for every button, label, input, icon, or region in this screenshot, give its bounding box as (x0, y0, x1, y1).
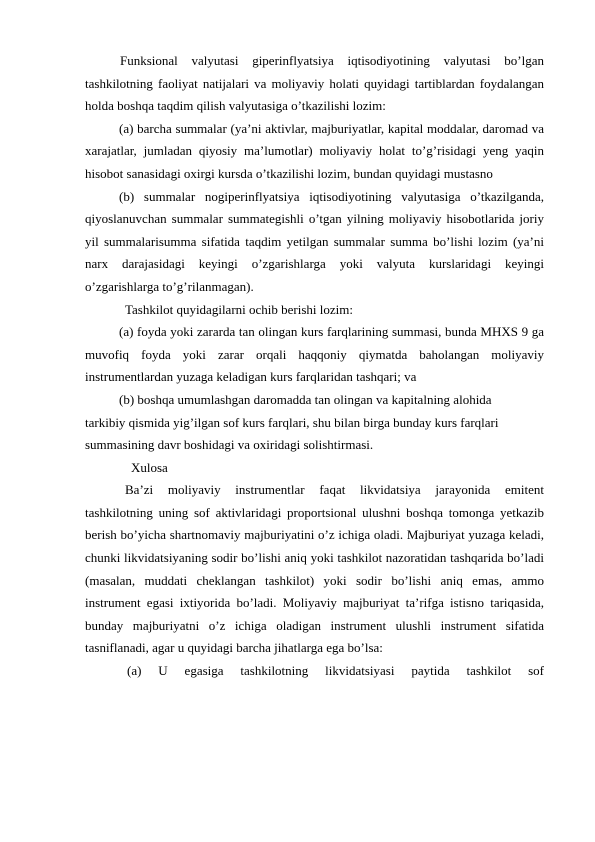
word: U (158, 663, 168, 679)
section-heading-conclusion: Xulosa (131, 459, 168, 475)
paragraph-disclosure-b-line1: (b) boshqa umumlashgan daromadda tan olingan va kapitalning alohida (119, 391, 492, 407)
word: tashkilot (466, 663, 512, 679)
document-page (85, 50, 544, 683)
word: likvidatsiyasi (325, 663, 395, 679)
paragraph-disclosure-intro: Tashkilot quyidagilarni ochib berishi lozim: (125, 301, 353, 317)
paragraph-item-a-rates: (a) barcha summalar (ya’ni aktivlar, majburiyatlar, kapital moddalar, daromad va xarajatlar, jumladan qiyosiy ma’lumotlar) moliyaviy holat to’g’risidagi yeng yaqin hisobot sanasidagi oxirgi kursda o’tkazilishi lozim, bundan quyidagi mustasno (85, 120, 544, 181)
word: paytida (411, 663, 450, 679)
word: (a) (127, 663, 142, 679)
paragraph-disclosure-b-line2: tarkibiy qismida yig’ilgan sof kurs farqlari, shu bilan birga bunday kurs farqlari (85, 414, 499, 430)
word: sof (528, 663, 544, 679)
paragraph-conclusion: Ba’zi moliyaviy instrumentlar faqat likvidatsiya jarayonida emitent tashkilotning uning sof aktivlaridagi proportsional ulushni boshqa tomonga yetkazib berish bo’yicha shartnomaviy majburiyatini o’z ichiga oladi. Majburiyat yuzaga keladi, chunki likvidatsiyaning sodir bo’lishi aniq yoki tashkilot nazoratidan tashqarida bo’ladi (masalan, muddati cheklangan tashkilot) yoki sodir bo’lishi aniq emas, ammo instrument egasi ixtiyorida bo’ladi. Moliyaviy majburiyat ta’rifga istisno tariqasida, bunday majburiyatni o’z ichiga oladigan instrument ulushli instrument sifatida tasniflanadi, agar u quyidagi barcha jihatlarga ega bo’lsa: (85, 482, 544, 656)
paragraph-disclosure-a: (a) foyda yoki zararda tan olingan kurs farqlarining summasi, bunda MHXS 9 ga muvofiq foyda yoki zarar orqali haqqoniy qiymatda baholangan moliyaviy instrumentlardan yuzaga keladigan kurs farqlaridan tashqari; va (85, 324, 544, 385)
paragraph-item-a-partial (85, 660, 544, 683)
paragraph-item-b-amounts: (b) summalar nogiperinflyatsiya iqtisodiyotining valyutasiga o’tkazilganda, qiyoslanuvchan summalar summategishli o’tgan yilning moliyaviy hisobotlarida joriy yil summalarisumma sifatida taqdim yetilgan summalar summa bo’lishi lozim (ya’ni narx darajasidagi keyingi o’zgarishlarga yoki valyuta kurslaridagi keyingi o’zgarishlarga to’g’rilanmagan). (85, 188, 544, 294)
paragraph-disclosure-b-line3: summasining davr boshidagi va oxiridagi solishtirmasi. (85, 437, 374, 453)
word: egasiga (184, 663, 224, 679)
word: tashkilotning (240, 663, 309, 679)
paragraph-functional-currency: Funksional valyutasi giperinflyatsiya iqtisodiyotining valyutasi bo’lgan tashkilotning faoliyat natijalari va moliyaviy holati quyidagi tartiblardan foydalangan holda boshqa taqdim qilish valyutasiga o’tkazilishi lozim: (85, 53, 544, 114)
